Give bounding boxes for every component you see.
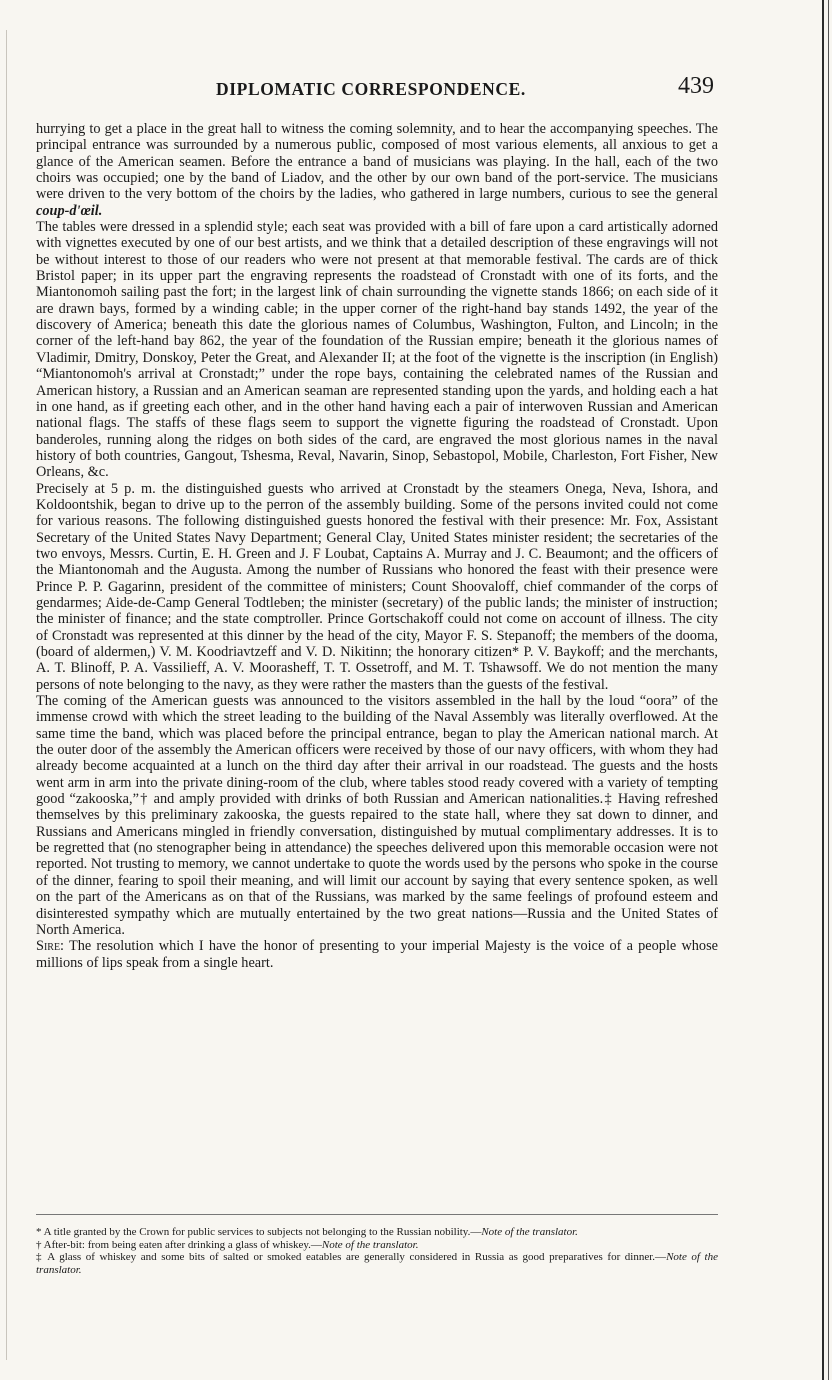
page-edge-right — [822, 0, 824, 1380]
running-head — [36, 73, 716, 106]
paragraph-3: Precisely at 5 p. m. the distinguished guests who arrived at Cronstadt by the steamers Onega, Neva, Ishora, and Koldoontshik, began to drive up to the perron of the assembly building. Some of the persons invited could not come for various reasons. The following distinguished guests honored the festival with their presence: Mr. Fox, Assistant Secretary of the United States Navy Department; General Clay, United States minister resident; the secretaries of the two envoys, Messrs. Curtin, E. H. Green and J. F Loubat, Captains A. Murray and J. C. Beaumont; and the officers of the Miantonomah and the Augusta. Among the number of Russians who honored the feast with their presence were Prince P. P. Gagarinn, president of the committee of ministers; Count Shoovaloff, chief commander of the corps of gendarmes; Aide-de-Camp General Todtleben; the minister (secretary) of the public lands; the minister of instruction; the minister of finance; and the state comptroller. Prince Gortschakoff could not come on account of illness. The city of Cronstadt was represented at this dinner by the head of the city, Mayor F. S. Stepanoff; the members of the dooma, (board of aldermen,) V. M. Koodriavtzeff and V. D. Nikitinn; the honorary citizen* P. V. Baykoff; and the merchants, A. T. Blinoff, P. A. Vassilieff, A. V. Moorasheff, T. T. Ossetroff, and M. T. Tshawsoff. We do not mention the many persons of note belonging to the navy, as they were rather the masters than the guests of the festival. — [36, 480, 718, 693]
body-text — [36, 121, 718, 971]
footnote-3 — [36, 1251, 718, 1276]
footnote-1 — [36, 1226, 718, 1239]
paragraph-5 — [36, 938, 718, 971]
paragraph-5-text: The resolution which I have the honor of presenting to your imperial Majesty is the voice of a people whose millions of lips speak from a single heart. — [36, 938, 718, 971]
footnote-2 — [36, 1239, 718, 1252]
running-head-title: DIPLOMATIC CORRESPONDENCE. — [216, 79, 526, 99]
footnote-divider — [36, 1214, 718, 1215]
footnote-1-note: Note of the translator. — [481, 1226, 578, 1238]
footnote-1-text: * A title granted by the Crown for public services to subjects not belonging to the Russian nobility.— — [36, 1226, 482, 1238]
page-edge-left — [6, 30, 7, 1360]
footnote-2-note: Note of the translator. — [321, 1238, 419, 1251]
paragraph-1-text: hurrying to get a place in the great hall to witness the coming solemnity, and to hear the accompanying speeches. The principal entrance was surrounded by a numerous public, composed of most various elements, all anxious to get a glance of the American seamen. Before the entrance a band of musicians was playing. In the hall, each of the two choirs was occupied; one by the band of Liadov, and the other by our own band of the port-service. The musicians were driven to the very bottom of the choirs by the ladies, who gathered in large numbers, curious to see the general — [36, 121, 718, 203]
footnote-3-text: ‡ A glass of whiskey and some bits of salted or smoked eatables are generally considered in Russia as good preparatives for dinner.— — [36, 1251, 667, 1264]
footnote-2-text: † After-bit: from being eaten after drinking a glass of whiskey.— — [36, 1238, 322, 1251]
footnote-3-note: Note of the translator. — [36, 1251, 718, 1276]
paragraph-1 — [36, 121, 718, 219]
page-edge-right-outer — [828, 0, 829, 1380]
paragraph-4: The coming of the American guests was announced to the visitors assembled in the hall by the loud “oora” of the immense crowd with which the street leading to the building of the Naval Assembly was literally overflowed. At the same time the band, which was placed before the principal entrance, began to play the American national march. At the outer door of the assembly the American officers were received by those of our navy officers, with whom they had already become acquainted at a lunch on the third day after their arrival in our roadstead. The guests and the hosts went arm in arm into the private dining-room of the club, where tables stood ready covered with a variety of tempting good “zakooska,”† and amply provided with drinks of both Russian and American nationalities.‡ Having refreshed themselves by this preliminary zakooska, the guests repaired to the state hall, where they sat down to dinner, and Russians and Americans mingled in friendly conversation, distinguished by mutual complimentary addresses. It is to be regretted that (no stenographer being in attendance) the speeches delivered upon this memorable occasion were not reported. Not trusting to memory, we cannot undertake to quote the words used by the persons who spoke in the course of the dinner, fearing to spoil their meaning, and will limit our account by saying that every sentence spoken, as well on the part of the Americans as on that of the Russians, was marked by the same feelings of profound esteem and disinterested sympathy which are mutually entertained by the two great nations—Russia and the United States of North America. — [36, 693, 718, 938]
footnotes — [36, 1226, 718, 1276]
paragraph-2: The tables were dressed in a splendid style; each seat was provided with a bill of fare upon a card artistically adorned with vignettes executed by one of our best artists, and we think that a detailed description of these engravings will not be without interest to those of our readers who were not present at that memorable festival. The cards are of thick Bristol paper; in its upper part the engraving represents the roadstead of Cronstadt with one of its forts, and the Miantonomoh sailing past the fort; in the largest link of chain surrounding the vignette stands 1866; on each side of it are drawn bays, formed by a winding cable; in the upper corner of the right-hand bay stands 1492, the year of the discovery of America; beneath this date the glorious names of Columbus, Washington, Fulton, and Lincoln; in the corner of the left-hand bay 862, the year of the foundation of the Russian empire; beneath it the glorious names of Vladimir, Dmitry, Donskoy, Peter the Great, and Alexander II; at the foot of the vignette is the inscription (in English) “Miantonomoh's arrival at Cronstadt;” under the rope bays, containing the celebrated names of the Russian and American history, a Russian and an American seaman are represented standing upon the yards, and holding each a hat in one hand, as if greeting each other, and in the other hand having each a pair of interwoven Russian and American national flags. The staffs of these flags seem to support the vignette figuring the roadstead of Cronstadt. Upon banderoles, running along the ridges on both sides of the card, are engraved the most glorious names in the naval history of both countries, Gangout, Tshesma, Reval, Navarin, Sinop, Sebastopol, Mobile, Charleston, Fort Fisher, New Orleans, &c. — [36, 219, 718, 481]
salutation: Sire: — [36, 938, 65, 955]
paragraph-1-emphasis: coup-d'œil. — [36, 202, 103, 219]
page-number: 439 — [678, 73, 714, 99]
